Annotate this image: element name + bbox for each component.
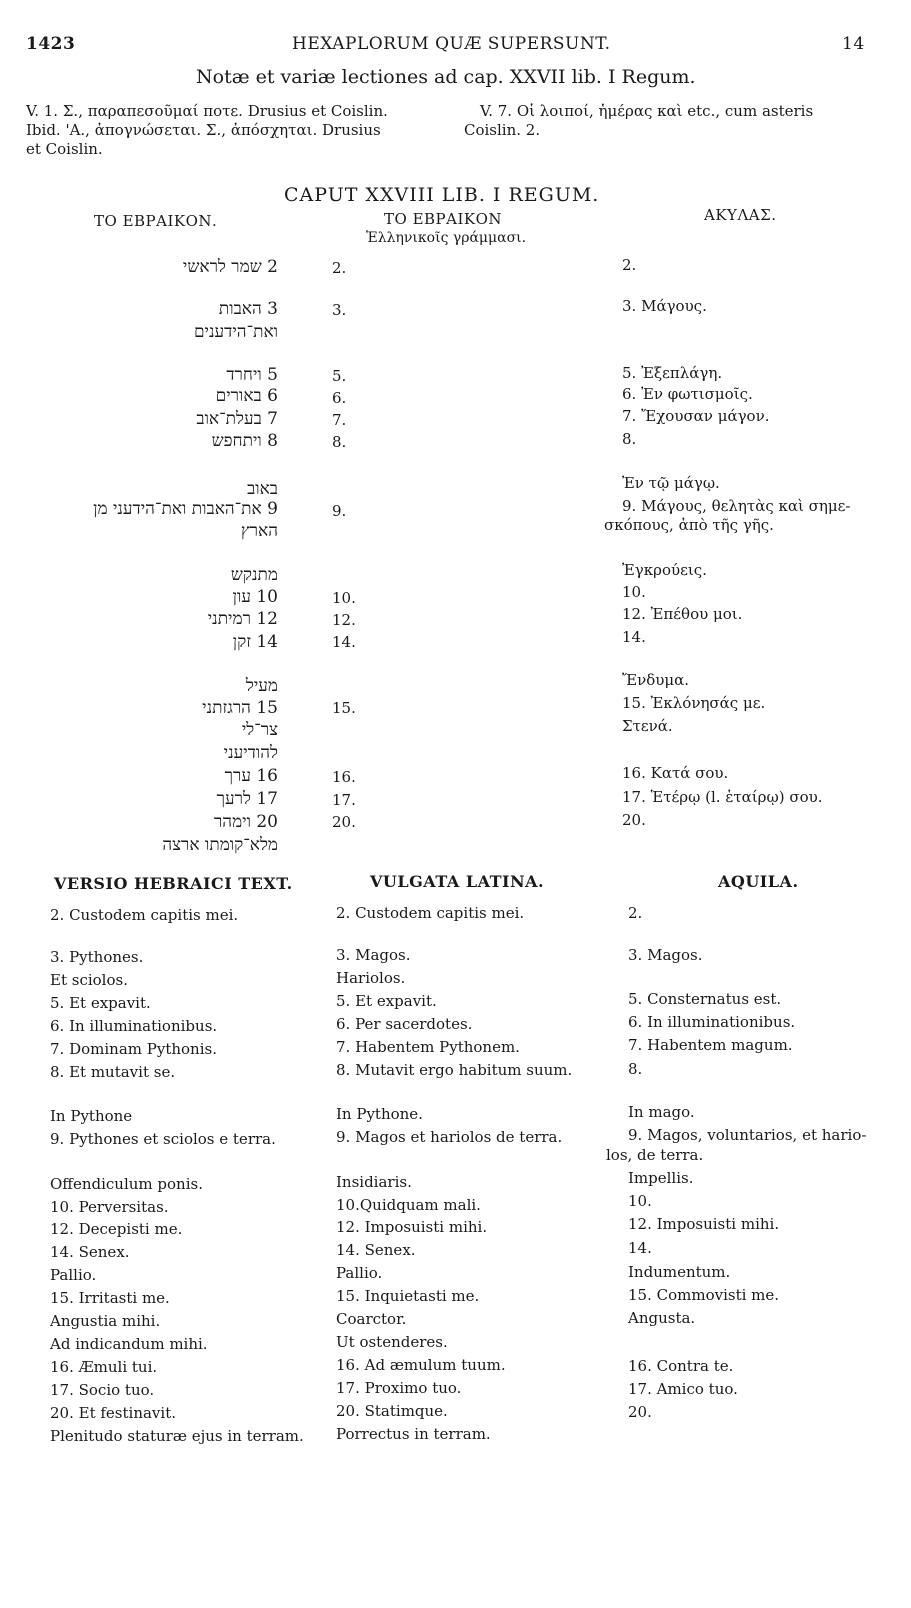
aquila-latin-line: 9. Magos, voluntarios, et hario- (628, 1126, 867, 1144)
versio-line: 5. Et expavit. (50, 994, 151, 1012)
hebrew-line: מתנקש (230, 565, 278, 585)
vulgata-line: Pallio. (336, 1264, 383, 1282)
aquila-latin-line: Angusta. (628, 1309, 696, 1327)
vulgata-line: 10.Quidquam mali. (336, 1196, 481, 1214)
vulgata-line: Porrectus in terram. (336, 1425, 491, 1443)
hebrew-line: מעיל (245, 676, 278, 696)
hebrew-line: מלא־קומתו ארצה (162, 835, 278, 855)
aquila-latin-line: 15. Commovisti me. (628, 1286, 780, 1304)
vulgata-line: 20. Statimque. (336, 1402, 448, 1420)
aquila-latin-line: 5. Consternatus est. (628, 990, 782, 1008)
hebrew-line: 9 את־האבות ואת־הידעני מן (93, 499, 278, 519)
vulgata-line: 17. Proximo tuo. (336, 1379, 462, 1397)
page-number-right: 14 (842, 34, 865, 54)
versio-line: Ad indicandum mihi. (50, 1335, 208, 1353)
versio-line: 2. Custodem capitis mei. (50, 906, 239, 924)
note-line: Ibid. 'Α., ἀπογνώσεται. Σ., ἀπόσχηται. Drusius (26, 121, 381, 139)
vulgata-line: 6. Per sacerdotes. (336, 1015, 473, 1033)
column-head-aquila-latin: AQUILA. (718, 872, 799, 891)
transliteration-number: 15. (332, 699, 356, 717)
vulgata-line: Insidiaris. (336, 1173, 412, 1191)
transliteration-number: 8. (332, 433, 347, 451)
aquila-greek-line: 9. Μάγους, θελητὰς καὶ σημε- (622, 497, 851, 515)
hebrew-line: 3 האבות (218, 299, 278, 319)
transliteration-number: 7. (332, 411, 347, 429)
aquila-latin-line: 8. (628, 1060, 643, 1078)
vulgata-line: Coarctor. (336, 1310, 407, 1328)
hebrew-line: צר־לי (241, 720, 278, 740)
note-line: et Coislin. (26, 140, 103, 158)
versio-line: Offendiculum ponis. (50, 1175, 203, 1193)
aquila-greek-line: Ἔνδυμα. (622, 671, 690, 689)
versio-line: 14. Senex. (50, 1243, 130, 1261)
versio-line: 17. Socio tuo. (50, 1381, 155, 1399)
versio-line: 6. In illuminationibus. (50, 1017, 218, 1035)
hebrew-line: 7 בעלת־אוב (196, 409, 278, 429)
hebrew-line: להודיעני (223, 743, 278, 763)
aquila-greek-line: 17. Ἑτέρῳ (l. ἑταίρῳ) σου. (622, 788, 823, 806)
versio-line: 20. Et festinavit. (50, 1404, 176, 1422)
transliteration-number: 16. (332, 768, 356, 786)
aquila-latin-line: 3. Magos. (628, 946, 703, 964)
aquila-latin-line: Indumentum. (628, 1263, 731, 1281)
hebrew-line: 16 ערך (224, 766, 278, 786)
hebrew-line: ואת־הידענים (193, 322, 278, 342)
versio-line: 8. Et mutavit se. (50, 1063, 176, 1081)
aquila-greek-line: Ἐν τῷ μάγῳ. (622, 474, 720, 492)
aquila-greek-line: 20. (622, 811, 646, 829)
aquila-latin-line: 12. Imposuisti mihi. (628, 1215, 780, 1233)
aquila-latin-line: 6. In illuminationibus. (628, 1013, 796, 1031)
hebrew-line: 6 באורים (215, 386, 278, 406)
transliteration-number: 12. (332, 611, 356, 629)
hebrew-line: 8 ויתחפש (211, 431, 278, 451)
aquila-greek-line: 7. Ἔχουσαν μάγον. (622, 407, 770, 425)
hebrew-line: 10 עון (232, 587, 278, 607)
aquila-latin-line: 2. (628, 904, 643, 922)
versio-line: 12. Decepisti me. (50, 1220, 183, 1238)
note-line: V. 1. Σ., παραπεσοῦμαί ποτε. Drusius et Coislin. (26, 102, 388, 120)
aquila-latin-line: Impellis. (628, 1169, 694, 1187)
page-number-left: 1423 (26, 34, 76, 54)
column-head-transliteration: ΤΟ ΕΒΡΑΙΚΟΝ (384, 210, 503, 228)
aquila-greek-line: 2. (622, 256, 637, 274)
versio-line: 15. Irritasti me. (50, 1289, 170, 1307)
aquila-greek-line: 12. Ἐπέθου μοι. (622, 605, 743, 623)
aquila-latin-line: 16. Contra te. (628, 1357, 734, 1375)
vulgata-line: 2. Custodem capitis mei. (336, 904, 525, 922)
transliteration-number: 10. (332, 589, 356, 607)
versio-line: 7. Dominam Pythonis. (50, 1040, 217, 1058)
note-line: Coislin. 2. (464, 121, 541, 139)
vulgata-line: 5. Et expavit. (336, 992, 437, 1010)
hebrew-line: 15 הרגזתני (202, 698, 278, 718)
vulgata-line: 14. Senex. (336, 1241, 416, 1259)
vulgata-line: Hariolos. (336, 969, 406, 987)
aquila-greek-line: Ἐγκρούεις. (622, 561, 707, 579)
aquila-greek-line: 8. (622, 430, 637, 448)
aquila-latin-line: 7. Habentem magum. (628, 1036, 793, 1054)
aquila-greek-line: 5. Ἐξεπλάγη. (622, 364, 723, 382)
aquila-greek-line: 15. Ἐκλόνησάς με. (622, 694, 766, 712)
vulgata-line: In Pythone. (336, 1105, 423, 1123)
versio-line: Et sciolos. (50, 971, 128, 989)
chapter-title: CAPUT XXVIII LIB. I REGUM. (284, 184, 600, 206)
vulgata-line: 7. Habentem Pythonem. (336, 1038, 520, 1056)
aquila-greek-line: 6. Ἐν φωτισμοῖς. (622, 385, 753, 403)
notes-title: Notæ et variæ lectiones ad cap. XXVII lib. I Regum. (196, 66, 696, 88)
vulgata-line: 9. Magos et hariolos de terra. (336, 1128, 563, 1146)
transliteration-number: 3. (332, 301, 347, 319)
hebrew-line: 2 שמר לראשי (182, 257, 278, 277)
versio-line: In Pythone (50, 1107, 133, 1125)
versio-line: 3. Pythones. (50, 948, 144, 966)
aquila-greek-line: 14. (622, 628, 646, 646)
hebrew-line: 12 רמיתני (207, 609, 278, 629)
vulgata-line: 15. Inquietasti me. (336, 1287, 480, 1305)
aquila-greek-line: σκόπους, ἀπὸ τῆς γῆς. (604, 516, 774, 534)
column-head-aquila: ΑΚΥΛΑΣ. (704, 206, 777, 224)
versio-line: 9. Pythones et sciolos e terra. (50, 1130, 276, 1148)
transliteration-number: 17. (332, 791, 356, 809)
vulgata-line: 16. Ad æmulum tuum. (336, 1356, 506, 1374)
hebrew-line: באוב (247, 479, 278, 499)
aquila-latin-line: In mago. (628, 1103, 695, 1121)
transliteration-number: 20. (332, 813, 356, 831)
transliteration-number: 5. (332, 367, 347, 385)
column-head-versio: VERSIO HEBRAICI TEXT. (54, 874, 293, 893)
aquila-greek-line: 3. Μάγους. (622, 297, 707, 315)
aquila-latin-line: 10. (628, 1192, 652, 1210)
hebrew-line: 5 ויחרד (226, 365, 278, 385)
vulgata-line: 12. Imposuisti mihi. (336, 1218, 488, 1236)
column-head-vulgata: VULGATA LATINA. (370, 872, 545, 891)
versio-line: Pallio. (50, 1266, 97, 1284)
hebrew-line: 14 זקן (232, 632, 278, 652)
column-subhead-transliteration: Ἑλληνικοῖς γράμμασι. (366, 230, 527, 246)
aquila-latin-line: los, de terra. (606, 1146, 704, 1164)
vulgata-line: 8. Mutavit ergo habitum suum. (336, 1061, 573, 1079)
aquila-greek-line: 10. (622, 583, 646, 601)
vulgata-line: 3. Magos. (336, 946, 411, 964)
transliteration-number: 9. (332, 502, 347, 520)
running-title: HEXAPLORUM QUÆ SUPERSUNT. (292, 34, 611, 54)
transliteration-number: 6. (332, 389, 347, 407)
hebrew-line: 20 וימהר (213, 812, 278, 832)
aquila-greek-line: Στενά. (622, 717, 673, 735)
transliteration-number: 2. (332, 259, 347, 277)
transliteration-number: 14. (332, 633, 356, 651)
note-line: V. 7. Οἱ λοιποί, ἡμέρας καὶ etc., cum asteris (480, 102, 814, 120)
hebrew-line: 17 לרעך (216, 789, 278, 809)
versio-line: 16. Æmuli tui. (50, 1358, 158, 1376)
versio-line: Plenitudo staturæ ejus in terram. (50, 1427, 304, 1445)
versio-line: Angustia mihi. (50, 1312, 161, 1330)
aquila-latin-line: 20. (628, 1403, 652, 1421)
aquila-latin-line: 17. Amico tuo. (628, 1380, 738, 1398)
vulgata-line: Ut ostenderes. (336, 1333, 448, 1351)
hebrew-line: הארץ (240, 521, 278, 541)
aquila-latin-line: 14. (628, 1239, 652, 1257)
column-head-hebrew: ΤΟ ΕΒΡΑΙΚΟΝ. (94, 212, 218, 230)
versio-line: 10. Perversitas. (50, 1198, 169, 1216)
aquila-greek-line: 16. Κατά σου. (622, 764, 729, 782)
